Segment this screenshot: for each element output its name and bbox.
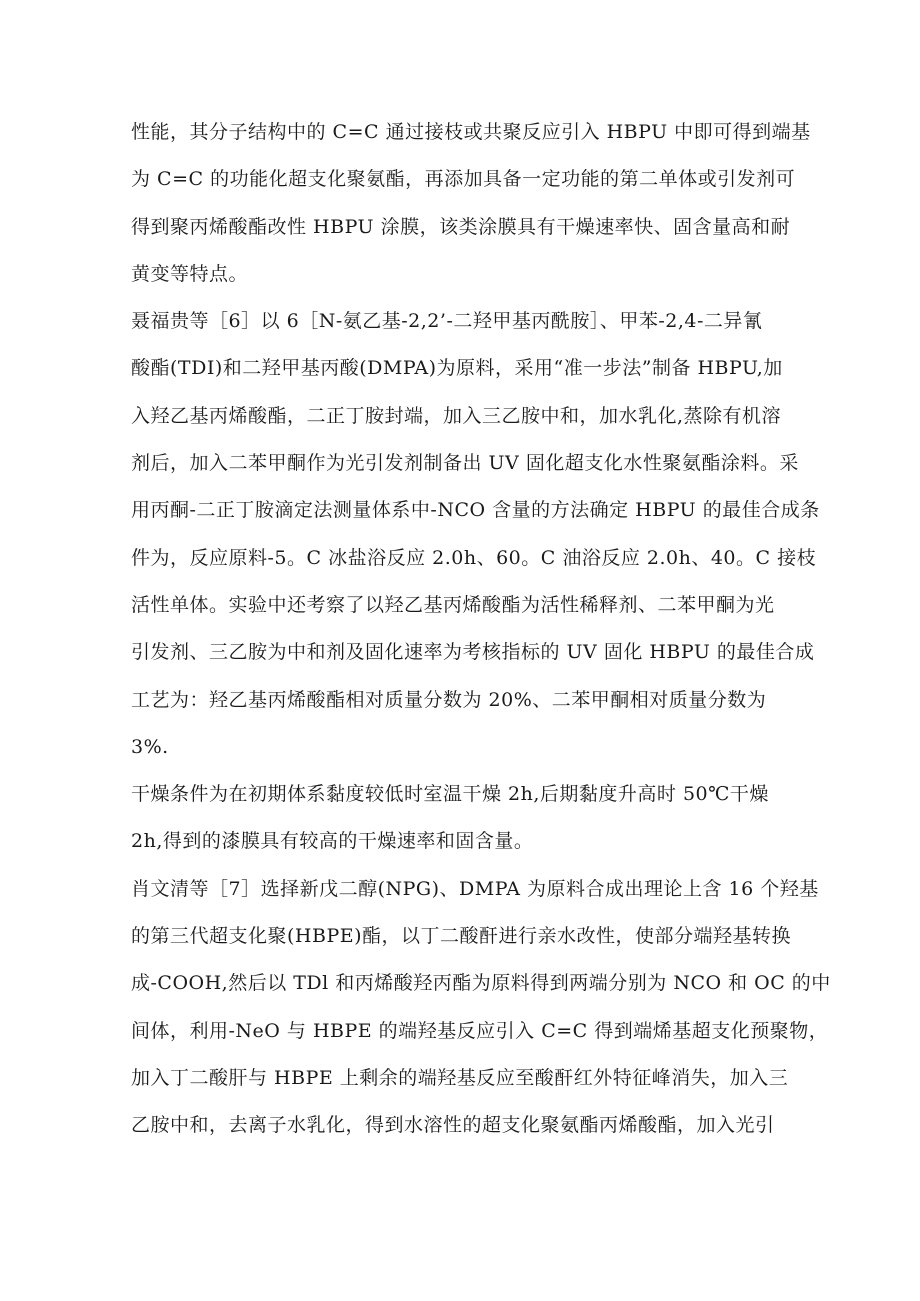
paragraph-drying-conditions (131, 775, 803, 870)
text-line: 为 C=C 的功能化超支化聚氨酯，再添加具备一定功能的第二单体或引发剂可 (131, 168, 796, 191)
paragraph-xiao-wenqing (131, 870, 831, 1154)
text-line: 3%. (131, 735, 169, 758)
text-line: 件为，反应原料-5。C 冰盐浴反应 2.0h、60。C 油浴反应 2.0h、40。C 接枝 (131, 546, 817, 569)
text-line: 引发剂、三乙胺为中和剂及固化速率为考核指标的 UV 固化 HBPU 的最佳合成 (131, 641, 815, 664)
text-line: 聂福贵等［6］以 6［N-氨乙基-2,2’-二羟甲基丙酰胺］、甲苯-2,4-二异氰 (131, 310, 763, 333)
document-page (131, 113, 831, 1154)
text-line: 用丙酮-二正丁胺滴定法测量体系中-NCO 含量的方法确定 HBPU 的最佳合成条 (131, 499, 820, 522)
text-line: 乙胺中和，去离子水乳化，得到水溶性的超支化聚氨酯丙烯酸酯，加入光引 (131, 1114, 775, 1137)
paragraph-hbpu-coating (131, 113, 811, 302)
text-line: 的第三代超支化聚(HBPE)酯，以丁二酸酐进行亲水改性，使部分端羟基转换 (131, 925, 792, 948)
text-line: 干燥条件为在初期体系黏度较低时室温干燥 2h,后期黏度升高时 50℃干燥 (131, 783, 769, 806)
paragraph-nie-fugui (131, 302, 820, 775)
text-line: 剂后，加入二苯甲酮作为光引发剂制备出 UV 固化超支化水性聚氨酯涂料。采 (131, 452, 799, 475)
text-line: 酸酯(TDI)和二羟甲基丙酸(DMPA)为原料，采用“准一步法”制备 HBPU,加 (131, 357, 783, 380)
text-line: 活性单体。实验中还考察了以羟乙基丙烯酸酯为活性稀释剂、二苯甲酮为光 (131, 593, 775, 616)
text-line: 成-COOH,然后以 TDl 和丙烯酸羟丙酯为原料得到两端分别为 NCO 和 OC 的中 (131, 972, 831, 995)
text-line: 性能，其分子结构中的 C=C 通过接枝或共聚反应引入 HBPU 中即可得到端基 (131, 121, 811, 143)
text-line: 得到聚丙烯酸酯改性 HBPU 涂膜，该类涂膜具有干燥速率快、固含量高和耐 (131, 215, 791, 238)
text-line: 间体，利用-NeO 与 HBPE 的端羟基反应引入 C=C 得到端烯基超支化预聚物， (131, 1019, 829, 1042)
text-line: 加入丁二酸肝与 HBPE 上剩余的端羟基反应至酸酐红外特征峰消失，加入三 (131, 1066, 789, 1089)
text-line: 工艺为：羟乙基丙烯酸酯相对质量分数为 20%、二苯甲酮相对质量分数为 (131, 688, 767, 711)
text-line: 入羟乙基丙烯酸酯，二正丁胺封端，加入三乙胺中和，加水乳化,蒸除有机溶 (131, 404, 782, 427)
text-line: 黄变等特点。 (131, 262, 249, 285)
text-line: 肖文清等［7］选择新戊二醇(NPG)、DMPA 为原料合成出理论上含 16 个羟基 (131, 877, 819, 900)
text-line: 2h,得到的漆膜具有较高的干燥速率和固含量。 (131, 830, 534, 853)
